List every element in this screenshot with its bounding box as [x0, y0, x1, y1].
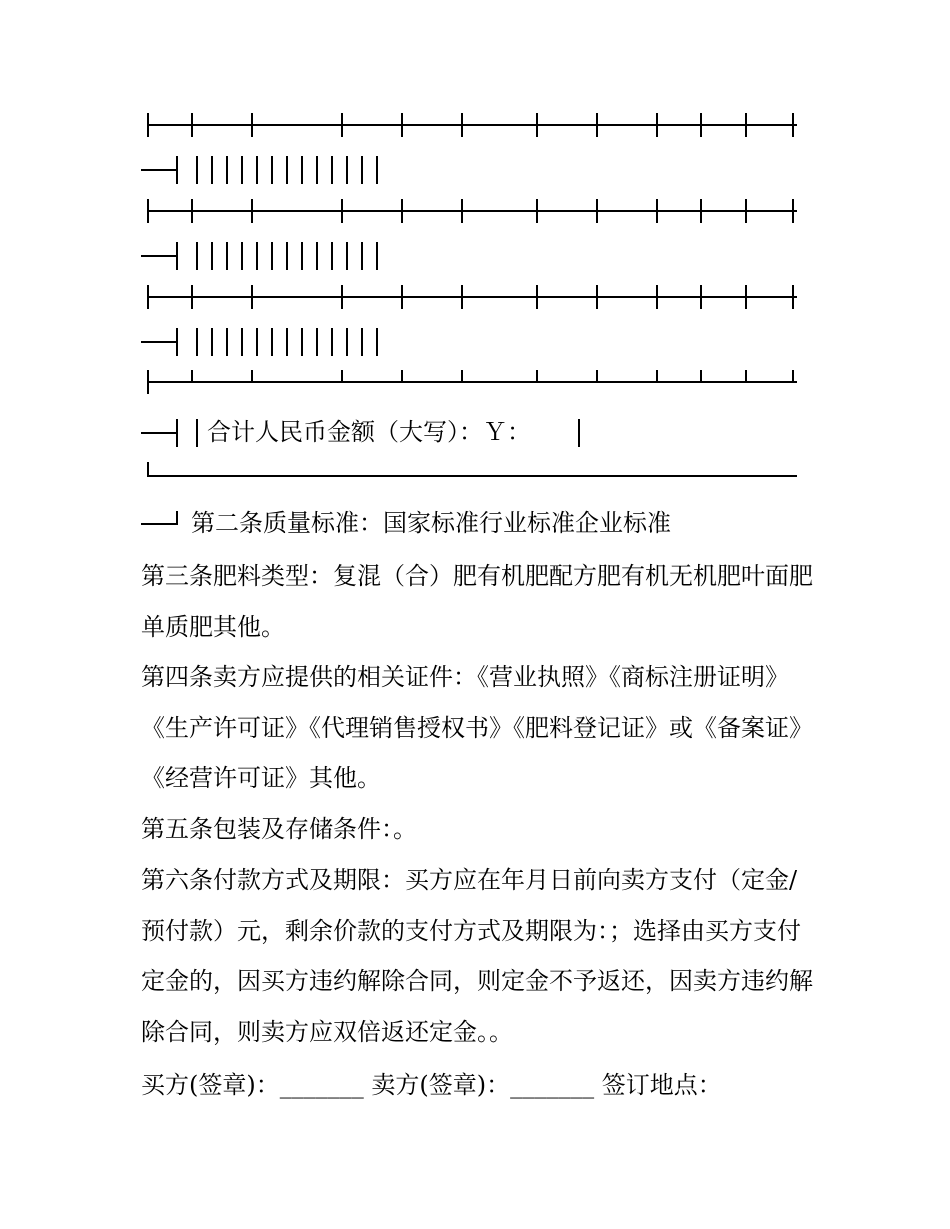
signature-line: 买方(签章)：_______ 卖方(签章)：_______ 签订地点：	[141, 1071, 722, 1099]
clause-4: 第四条卖方应提供的相关证件：《营业执照》《商标注册证明》《生产许可证》《代理销售授权书》《肥料登记证》或《备案证》《经营许可证》其他。	[141, 663, 813, 792]
clause-6: 第六条付款方式及期限：买方应在年月日前向卖方支付（定金/预付款）元，剩余价款的支付方式及期限为：；选择由买方支付定金的，因买方违约解除合同，则定金不予返还，因卖方违约解除合同，则卖方应双倍返还定金。。	[141, 866, 813, 1046]
total-amount-label: 合计人民币金额（大写）：Ｙ：	[207, 418, 531, 446]
clause-5: 第五条包装及存储条件：。	[141, 815, 417, 843]
clause-3: 第三条肥料类型：复混（合）肥有机肥配方肥有机无机肥叶面肥单质肥其他。	[141, 562, 813, 641]
clause-2: 第二条质量标准：国家标准行业标准企业标准	[191, 509, 671, 537]
